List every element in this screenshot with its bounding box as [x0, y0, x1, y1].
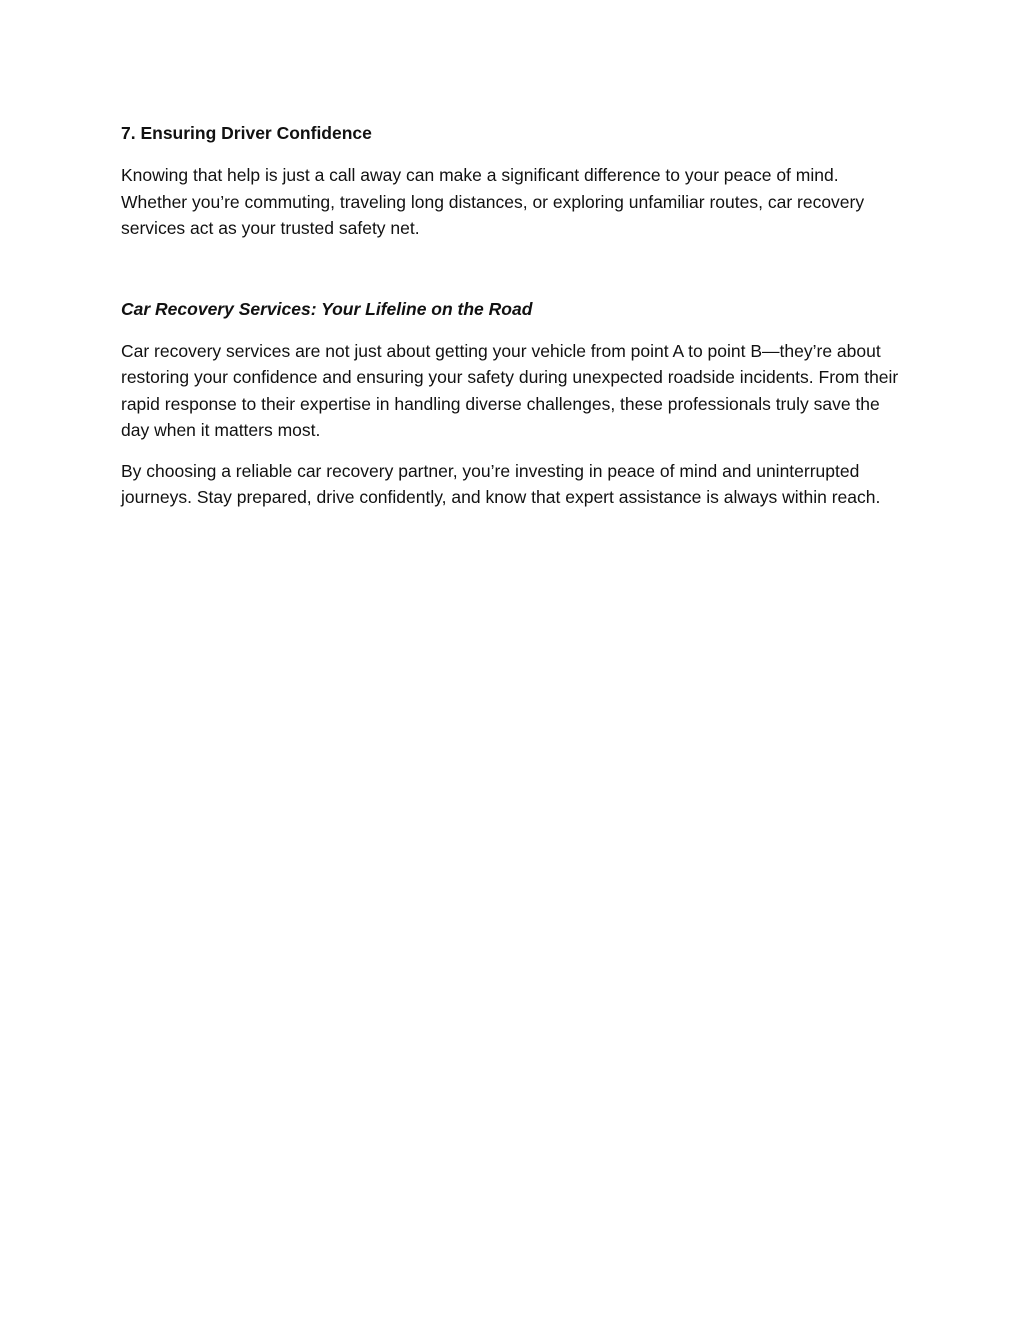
section-paragraph: Knowing that help is just a call away can make a significant difference to your peace of mind. Whether you’re commuting, traveling long distances, or exploring unfamiliar routes, car recovery services act as your trusted safety net.	[121, 165, 865, 238]
section-spacer	[121, 256, 901, 296]
conclusion-paragraph-2: By choosing a reliable car recovery partner, you’re investing in peace of mind and uninterrupted journeys. Stay prepared, drive confidently, and know that expert assistance is always within reach.	[121, 460, 881, 507]
section-heading: 7. Ensuring Driver Confidence	[121, 123, 372, 143]
conclusion-heading: Car Recovery Services: Your Lifeline on the Road	[121, 298, 533, 319]
document-page	[121, 120, 901, 525]
conclusion-paragraph-1: Car recovery services are not just about getting your vehicle from point A to point B—they’re about restoring your confidence and ensuring your safety during unexpected roadside incidents. From their rapid response to their expertise in handling diverse challenges, these professionals truly save the day when it matters most.	[121, 340, 899, 440]
